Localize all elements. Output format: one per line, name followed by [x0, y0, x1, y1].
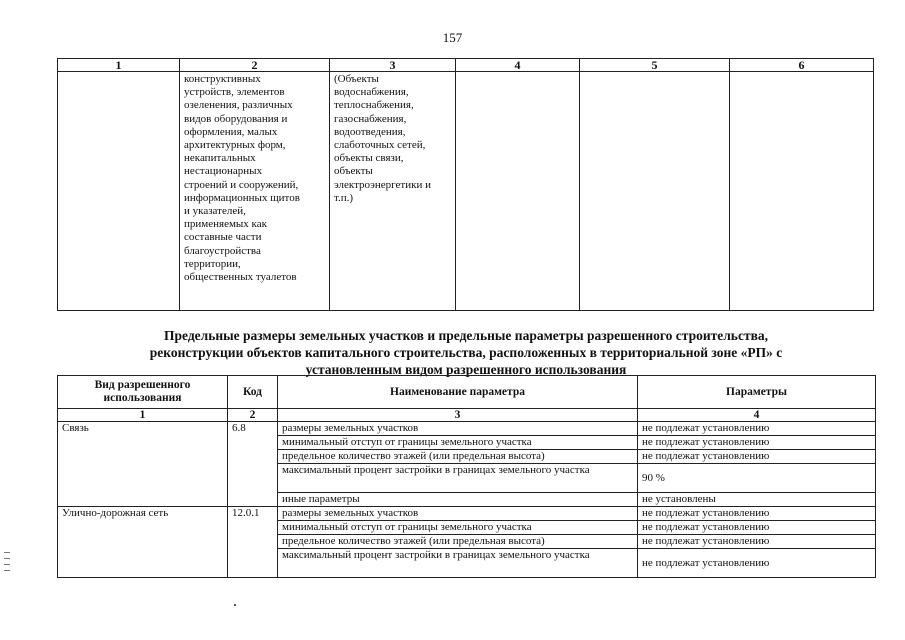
description-text: конструктивных устройств, элементов озеленения, различных видов оборудования и оформления, малых архитектурных форм, некапитальных нестационарных строений и сооружений, информационных щитов и указателей, применяемых как составные части благоустройства территории, общественных туалетов [184, 73, 300, 284]
param-name-cell: предельное количество этажей (или предельная высота) [278, 450, 638, 464]
param-value-cell: не подлежат установлению [638, 436, 876, 450]
column-number: 5 [580, 59, 730, 72]
objects-text: (Объекты водоснабжения, теплоснабжения, газоснабжения, водоотведения, слаботочных сетей, объекты связи, объекты электроэнергетики и т.п.) [334, 73, 431, 204]
margin-marks [4, 552, 10, 582]
table-cell [330, 72, 456, 311]
param-name-cell: максимальный процент застройки в границах земельного участка [278, 549, 638, 578]
param-value-cell: не подлежат установлению [638, 535, 876, 549]
use-type-cell: Улично-дорожная сеть [58, 507, 228, 578]
param-name-cell: иные параметры [278, 493, 638, 507]
heading-line: Предельные размеры земельных участков и предельные параметры разрешенного строительства, [164, 328, 768, 343]
continuation-table [57, 58, 874, 311]
param-value-cell: не установлены [638, 493, 876, 507]
param-value-cell: 90 % [638, 464, 876, 493]
param-name-cell: размеры земельных участков [278, 422, 638, 436]
table-cell [58, 72, 180, 311]
column-number: 2 [180, 59, 330, 72]
use-type-cell: Связь [58, 422, 228, 507]
param-value-cell: не подлежат установлению [638, 422, 876, 436]
column-number: 3 [330, 59, 456, 72]
page-number: 157 [442, 30, 463, 45]
code-cell: 6.8 [228, 422, 278, 507]
scan-dot [234, 604, 236, 606]
table-row [58, 507, 876, 521]
table-cell [456, 72, 580, 311]
table-cell [580, 72, 730, 311]
heading-line: установленным видом разрешенного использования [305, 362, 627, 377]
column-number: 4 [638, 409, 876, 422]
column-number: 1 [58, 59, 180, 72]
header-use-type: Вид разрешенного использования [58, 376, 228, 409]
header-param-name: Наименование параметра [278, 376, 638, 409]
param-name-cell: максимальный процент застройки в границах земельного участка [278, 464, 638, 493]
column-number-row [58, 59, 874, 72]
heading-line: реконструкции объектов капитального строительства, расположенных в территориальной зоне «РП» с [149, 345, 783, 360]
param-value-cell: не подлежат установлению [638, 507, 876, 521]
column-number-row [58, 409, 876, 422]
param-name-cell: минимальный отступ от границы земельного участка [278, 436, 638, 450]
column-number: 4 [456, 59, 580, 72]
column-number: 3 [278, 409, 638, 422]
column-number: 1 [58, 409, 228, 422]
header-row [58, 376, 876, 409]
param-name-cell: минимальный отступ от границы земельного участка [278, 521, 638, 535]
table-row [58, 72, 874, 311]
param-name-cell: размеры земельных участков [278, 507, 638, 521]
parameters-table [57, 375, 876, 578]
code-cell: 12.0.1 [228, 507, 278, 578]
param-value-cell: не подлежат установлению [638, 521, 876, 535]
column-number: 6 [730, 59, 874, 72]
header-params: Параметры [638, 376, 876, 409]
param-value-cell: не подлежат установлению [638, 450, 876, 464]
table-cell [730, 72, 874, 311]
param-name-cell: предельное количество этажей (или предельная высота) [278, 535, 638, 549]
table-row [58, 422, 876, 436]
header-code: Код [228, 376, 278, 409]
param-value-cell: не подлежат установлению [638, 549, 876, 578]
section-heading [60, 327, 872, 378]
table-cell [180, 72, 330, 311]
column-number: 2 [228, 409, 278, 422]
